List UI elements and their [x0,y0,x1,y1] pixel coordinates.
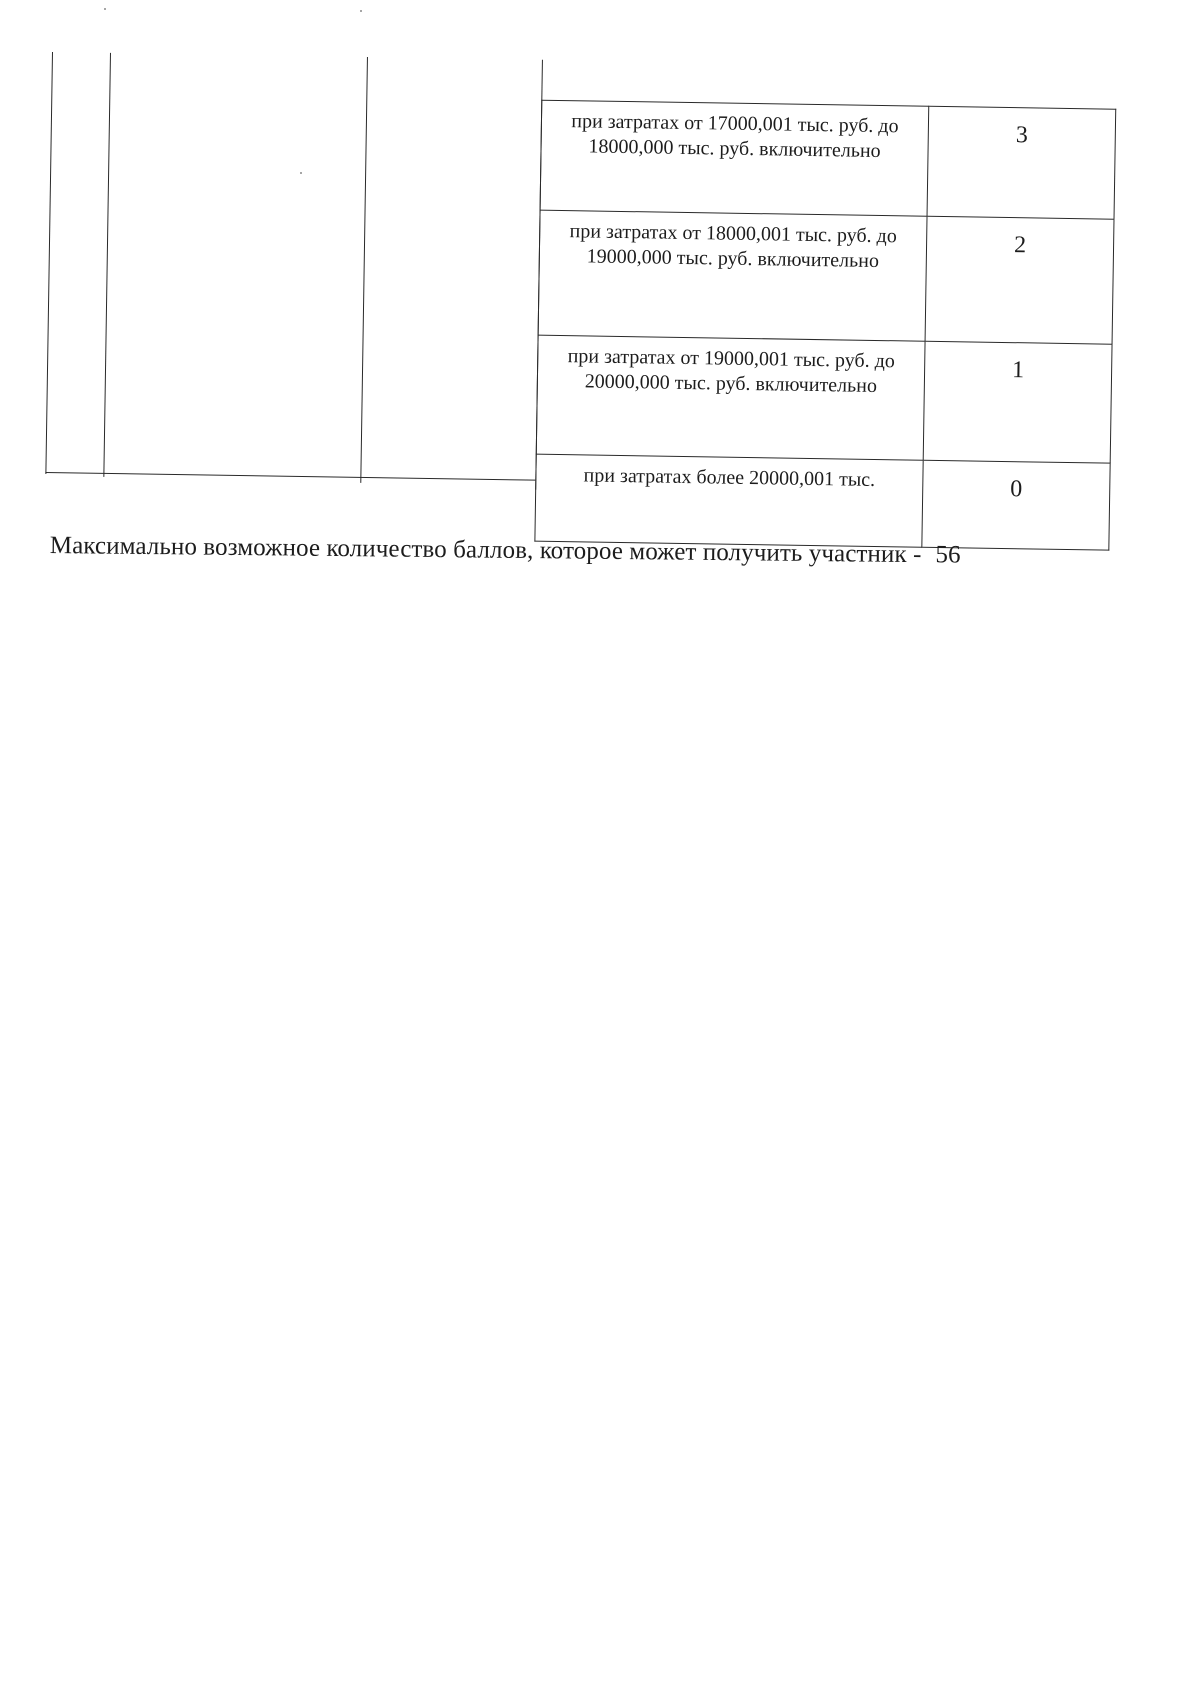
criterion-cell: при затратах более 20000,001 тыс. [535,454,923,547]
score-cell: 1 [923,341,1112,463]
max-score-text: Максимально возможное количество баллов, которое может получить участник - [49,532,922,569]
table-row [536,335,1112,463]
table-bottom-border [45,472,535,481]
criterion-cell: при затратах от 19000,001 тыс. руб. до 20000,000 тыс. руб. включительно [536,335,925,460]
table-row [535,454,1110,550]
scan-speck [104,8,106,10]
table-row [540,100,1116,219]
max-score-value: 56 [935,541,961,569]
criterion-cell: при затратах от 17000,001 тыс. руб. до 18000,000 тыс. руб. включительно [540,100,929,216]
table-border-left [45,52,53,474]
score-cell: 2 [925,216,1114,344]
scores-grid [534,100,1116,551]
scores-table-continuation [45,52,1102,503]
table-column-divider [103,53,111,477]
criterion-cell: при затратах от 18000,001 тыс. руб. до 19000,000 тыс. руб. включительно [538,210,927,341]
table-row [538,210,1114,344]
scan-speck [360,10,362,12]
score-cell: 0 [922,460,1110,550]
table-column-divider [360,57,368,483]
score-cell: 3 [927,106,1116,219]
